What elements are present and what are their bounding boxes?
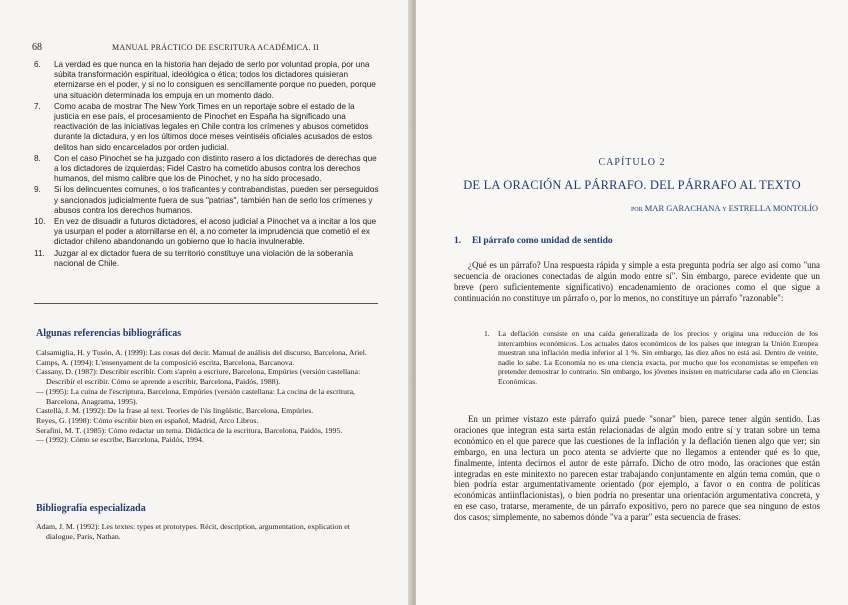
note-number: 10. [34, 217, 46, 227]
note-number: 11. [34, 248, 45, 258]
references-list [36, 348, 380, 445]
note-number: 8. [34, 153, 41, 163]
note-text: En vez de disuadir a futuros dictadores, el acoso judicial a Pinochet va a incitar a los que ya usurpan el poder a atornillarse en él, a no cometer la imprudencia que cometió el ex dictador chileno abandonando un gobierno que lo hacía invulnerable. [54, 217, 377, 247]
page-number: 68 [32, 42, 42, 53]
note-text: Con el caso Pinochet se ha juzgado con distinto rasero a los dictadores de derechas que a los dictadores de izquierdas; Fidel Castro ha cometido abusos contra los derechos humanos, del mismo calibre que los de Pinochet, y no ha sido procesado. [54, 153, 377, 184]
note-number: 6. [34, 60, 41, 69]
body-paragraph: En un primer vistazo este párrafo quizá puede "sonar" bien, parece tener algún sentido. Las oraciones que integran esta sarta están relacionadas de algún modo entre sí y tratan sobre un tema económico en el que parece que las cuestiones de la inflación y la deflación tienen algo que ver; sin embargo, en una lectura un poco atenta se advierte que no llegamos a entender qué es lo que, finalmente, intenta decirnos el autor de este párrafo. Dicho de otro modo, las oraciones que están integradas en este minitexto no parecen estar trabajando conjuntamente en algún tema común, que o bien podría estar argumentativamente orientado (por ejemplo, a favor o en contra de políticas económicas antiinflacionistas), o bien podría no presentar una orientación argumentativa concreta, y en ese caso, tratarse, meramente, de un párrafo expositivo, pero no parece que sea ninguno de estos dos casos; simplemente, no sabemos dónde "va a parar" esta secuencia de frases. [454, 414, 820, 523]
example-text: La deflación consiste en una caída generalizada de los precios y origina una reducción de los intercambios económicos. Los actuales datos económicos de los países que integran la Unión Europea muestran una inflación media inferior al 1 %. Sin embargo, las diez años no está así. Dentro de veinte, nadie lo sabe. La Economía no es una ciencia exacta, por mucho que los economistas se empeñen en pretender demostrar lo contrario. Sin embargo, los jóvenes insisten en matricularse cada año en Ciencias Económicas. [498, 329, 818, 386]
reference-entry: Calsamiglia, H. y Tusón, A. (1999): Las cosas del decir. Manual de análisis del discurso, Barcelona, Ariel. [36, 348, 367, 357]
note-text: Si los delincuentes comunes, o los traficantes y contrabandistas, pueden ser perseguidos y sancionados judicialmente fuera de sus "patrias", también han de serlo los crímenes y abusos contra los derechos humanos. [54, 185, 379, 215]
note-text: La verdad es que nunca en la historia han dejado de serlo por voluntad propia, por una súbita transformación espiritual, ideológica o ética; todos los dictadores quisieran eternizarse en el poder, y si no lo consiguen es sencillamente porque no pueden, porque una situación determinada los empuja en un momento dado. [54, 60, 376, 100]
note-text: Como acaba de mostrar The New York Times en un reportaje sobre el estado de la justicia en ese país, el procesamiento de Pinochet en España ha significado una reactivación de las iniciativas legales en Chile contra los crímenes y abusos cometidos durante la dictadura, y en los últimos doce meses veintiséis oficiales acusados de estos delitos han sido encarcelados por orden judicial. [54, 101, 373, 152]
specialized-bibliography-heading: Bibliografía especializada [36, 503, 146, 514]
note-item [34, 185, 380, 216]
running-title: MANUAL PRÁCTICO DE ESCRITURA ACADÉMICA. II [112, 43, 319, 52]
references-heading: Algunas referencias bibliográficas [36, 328, 182, 339]
example-quote [484, 329, 818, 387]
note-item [34, 249, 380, 269]
section-divider [34, 303, 378, 304]
note-item [34, 217, 380, 248]
reference-entry: Cassany, D. (1987): Describir escribir. Com s'aprèn a escriure, Barcelona, Empúries (versión castellana: Describir el escribir. Cómo se aprende a escribir, Barcelona, Paidós, 1988). [36, 367, 361, 387]
section-heading [454, 236, 613, 246]
reference-entry: Reyes, G. (1998): Cómo escribir bien en español, Madrid, Arco Libros. [36, 415, 259, 425]
reference-entry: Serafini, M. T. (1985): Cómo redactar un tema. Didáctica de la escritura, Barcelona, Paidós, 1995. [36, 425, 343, 435]
reference-entry: Camps, A. (1994): L'ensenyament de la composició escrita, Barcelona, Barcanova. [36, 357, 295, 367]
reference-entry: — (1995): La cuina de l'escriptura, Barcelona, Empúries (versión castellana: La cocina de la escritura, Barcelona, Anagrama, 1995). [36, 386, 355, 406]
chapter-title: DE LA ORACIÓN AL PÁRRAFO. DEL PÁRRAFO AL TEXTO [463, 178, 801, 192]
chapter-authors: por MAR GARACHANA y ESTRELLA MONTOLÍO [630, 203, 818, 213]
reference-entry: Castellà, J. M. (1992): De la frase al text. Teories de l'ús lingüístic, Barcelona, Empúries. [36, 406, 314, 416]
note-item [34, 154, 380, 185]
reference-entry: — (1992): Cómo se escribe, Barcelona, Paidós, 1994. [36, 435, 204, 445]
specialized-references-list [36, 522, 380, 541]
reference-entry: Adam, J. M. (1992): Les textes: types et prototypes. Récit, description, argumentation, explication et dialogue, París, Nathan. [36, 522, 350, 541]
example-number: 1. [484, 329, 490, 338]
note-number: 9. [34, 185, 41, 195]
note-item [34, 102, 380, 153]
chapter-label: CAPÍTULO 2 [598, 157, 666, 168]
note-number: 7. [34, 101, 41, 111]
note-text: Juzgar al ex dictador fuera de su territorio constituye una violación de la soberanía nacional de Chile. [54, 248, 354, 268]
body-paragraph: ¿Qué es un párrafo? Una respuesta rápida y simple a esta pregunta podría ser algo así como "una secuencia de oraciones conectadas de algún modo entre sí". Sin embargo, parece evidente que un breve (pero suficientemente significativo) encadenamiento de oraciones como el que sigue a continuación no constituye un párrafo o, por lo menos, no constituye un párrafo "razonable": [454, 260, 820, 303]
left-page [0, 0, 412, 605]
right-page [416, 0, 848, 605]
note-item [34, 60, 380, 101]
section-title: El párrafo como unidad de sentido [472, 236, 613, 246]
numbered-notes [34, 60, 380, 270]
section-number: 1. [454, 236, 462, 246]
